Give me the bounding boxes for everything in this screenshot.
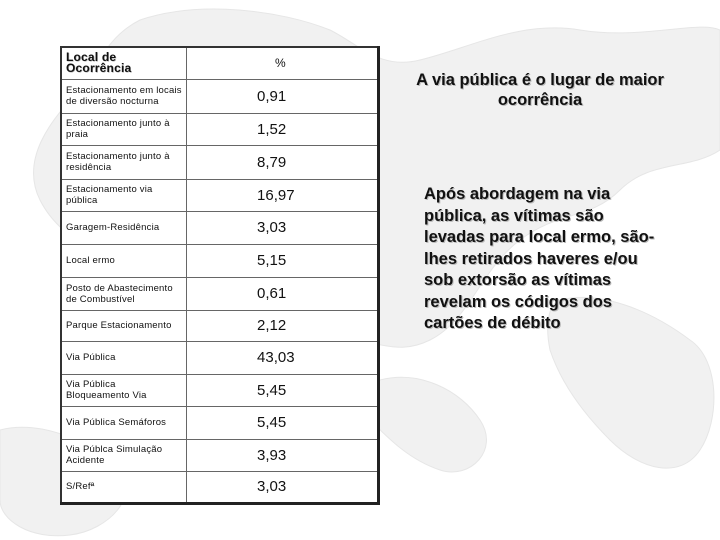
row-value: 0,61: [187, 277, 379, 310]
table-row: [61, 471, 379, 503]
table-row: [61, 277, 379, 310]
row-label: Posto de Abastecimento de Combustível: [61, 277, 187, 310]
row-value: 3,93: [187, 439, 379, 471]
row-value: 5,15: [187, 244, 379, 277]
row-label: S/Refª: [61, 471, 187, 503]
header-location: Local de Ocorrência: [61, 47, 187, 79]
row-label: Garagem-Residência: [61, 211, 187, 244]
table-row: [61, 211, 379, 244]
row-label: Via Públca Simulação Acidente: [61, 439, 187, 471]
row-label: Parque Estacionamento: [61, 310, 187, 341]
table-row: [61, 179, 379, 211]
row-label: Estacionamento via pública: [61, 179, 187, 211]
table-row: [61, 341, 379, 374]
table-row: [61, 439, 379, 471]
header-percent: %: [187, 47, 379, 79]
table-row: [61, 113, 379, 145]
table-row: [61, 145, 379, 179]
table-row: [61, 310, 379, 341]
headline: A via pública é o lugar de maior ocorrência: [416, 71, 664, 109]
table-row: [61, 244, 379, 277]
row-value: 43,03: [187, 341, 379, 374]
row-label: Estacionamento junto à praia: [61, 113, 187, 145]
occurrence-table-container: [60, 46, 380, 505]
body-text: Após abordagem na via pública, as vítimas são levadas para local ermo, são-lhes retirados haveres e/ou sob extorsão as vítimas revelam os códigos dos cartões de débito: [424, 185, 655, 332]
row-label: Estacionamento junto à residência: [61, 145, 187, 179]
row-label: Estacionamento em locais de diversão nocturna: [61, 79, 187, 113]
row-value: 0,91: [187, 79, 379, 113]
row-value: 2,12: [187, 310, 379, 341]
occurrence-table: [60, 46, 380, 505]
row-label: Via Pública Bloqueamento Via: [61, 374, 187, 406]
row-label: Via Pública: [61, 341, 187, 374]
row-label: Local ermo: [61, 244, 187, 277]
table-row: [61, 406, 379, 439]
row-value: 1,52: [187, 113, 379, 145]
table-row: [61, 79, 379, 113]
row-value: 3,03: [187, 211, 379, 244]
row-value: 16,97: [187, 179, 379, 211]
row-value: 5,45: [187, 406, 379, 439]
row-value: 5,45: [187, 374, 379, 406]
row-value: 3,03: [187, 471, 379, 503]
table-row: [61, 374, 379, 406]
row-label: Via Pública Semáforos: [61, 406, 187, 439]
table-header-row: [61, 47, 379, 79]
row-value: 8,79: [187, 145, 379, 179]
